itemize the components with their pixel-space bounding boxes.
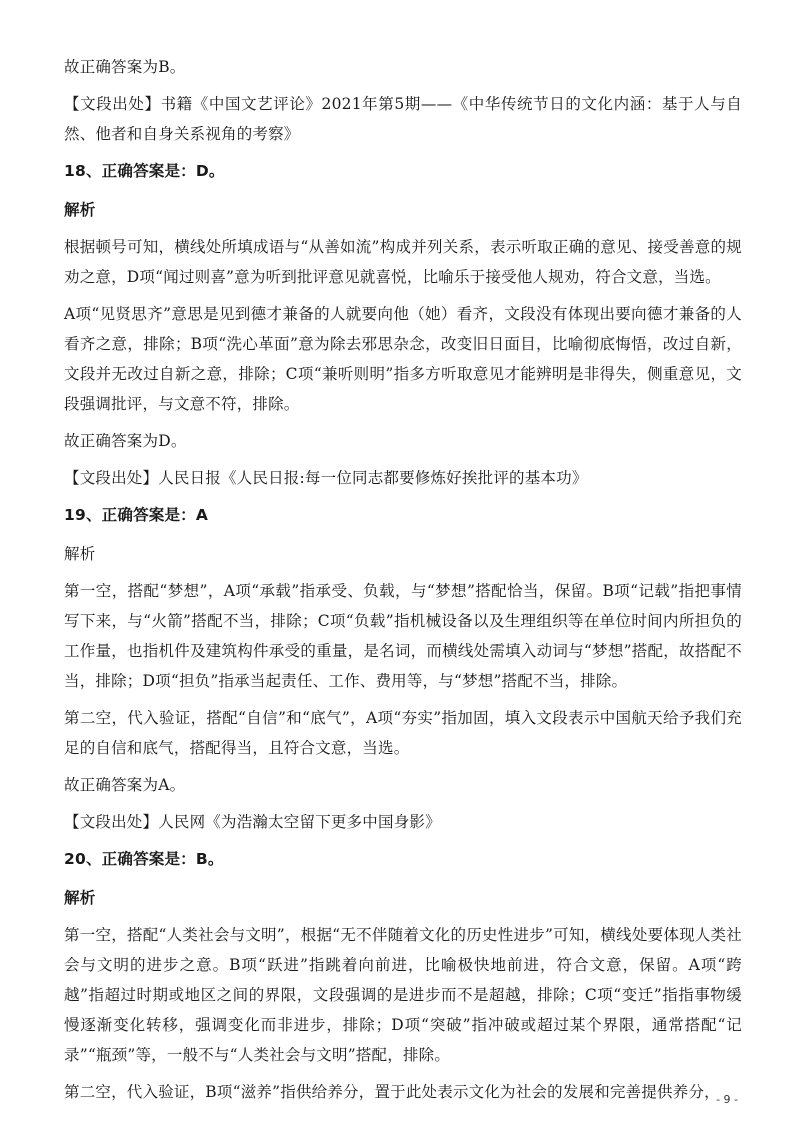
question-19-paragraph-2: 第二空，代入验证，搭配“自信”和“底气”，A项“夯实”指加固，填入文段表示中国航天给予我们充足的自信和底气，搭配得当，且符合文意，当选。	[64, 709, 742, 757]
question-19-source: 【文段出处】人民网《为浩瀚太空留下更多中国身影》	[64, 813, 441, 831]
question-19-analysis-label: 解析	[64, 545, 96, 563]
question-18-paragraph-1: 根据顿号可知，横线处所填成语与“从善如流”构成并列关系，表示听取正确的意见、接受善意的规劝之意，D项“闻过则喜”意为听到批评意见就喜悦，比喻乐于接受他人规劝，符合文意，当选。	[64, 238, 742, 286]
question-19-paragraph-1: 第一空，搭配“梦想”，A项“承载”指承受、负载，与“梦想”搭配恰当，保留。B项“记载”指把事情写下来，与“火箭”搭配不当，排除；C项“负载”指机械设备以及生理组织等在单位时间内所担负的工作量，也指机件及建筑构件承受的重量，是名词，而横线处需填入动词与“梦想”搭配，故搭配不当，排除；D项“担负”指承当起责任、工作、费用等，与“梦想”搭配不当，排除。	[64, 582, 742, 690]
document-page	[64, 52, 742, 1114]
question-18-analysis-label: 解析	[64, 201, 96, 219]
question-20-analysis-label: 解析	[64, 889, 96, 907]
question-20-paragraph-2: 第二空，代入验证，B项“滋养”指供给养分，置于此处表示文化为社会的发展和完善提供养分，	[64, 1083, 720, 1101]
source-line: 【文段出处】书籍《中国文艺评论》2021年第5期——《中华传统节日的文化内涵：基于人与自然、他者和自身关系视角的考察》	[64, 95, 742, 143]
question-19-title: 19、正确答案是：A	[64, 506, 209, 524]
question-18-paragraph-2: A项“见贤思齐”意思是见到德才兼备的人就要向他（她）看齐，文段没有体现出要向德才兼备的人看齐之意，排除；B项“洗心革面”意为除去邪思杂念，改变旧日面目，比喻彻底悔悟，改过自新，文段并无改过自新之意，排除；C项“兼听则明”指多方听取意见才能辨明是非得失，侧重意见，文段强调批评，与文意不符，排除。	[64, 305, 742, 413]
question-20-title: 20、正确答案是：B。	[64, 850, 224, 868]
question-20-paragraph-1: 第一空，搭配“人类社会与文明”，根据“无不伴随着文化的历史性进步”可知，横线处要体现人类社会与文明的进步之意。B项“跃进”指跳着向前进，比喻极快地前进，符合文意，保留。A项“跨越”指超过时期或地区之间的界限，文段强调的是进步而不是超越，排除；C项“变迁”指指事物缓慢逐渐变化转移，强调变化而非进步，排除；D项“突破”指冲破或超过某个界限，通常搭配“记录”“瓶颈”等，一般不与“人类社会与文明”搭配，排除。	[64, 926, 742, 1064]
question-18-source: 【文段出处】人民日报《人民日报:每一位同志都要修炼好挨批评的基本功》	[64, 469, 588, 487]
page-number: - 9 -	[716, 1093, 738, 1106]
answer-line: 故正确答案为B。	[64, 58, 186, 76]
question-18-title: 18、正确答案是：D。	[64, 162, 225, 180]
question-19-answer: 故正确答案为A。	[64, 776, 186, 794]
question-18-answer: 故正确答案为D。	[64, 432, 187, 450]
